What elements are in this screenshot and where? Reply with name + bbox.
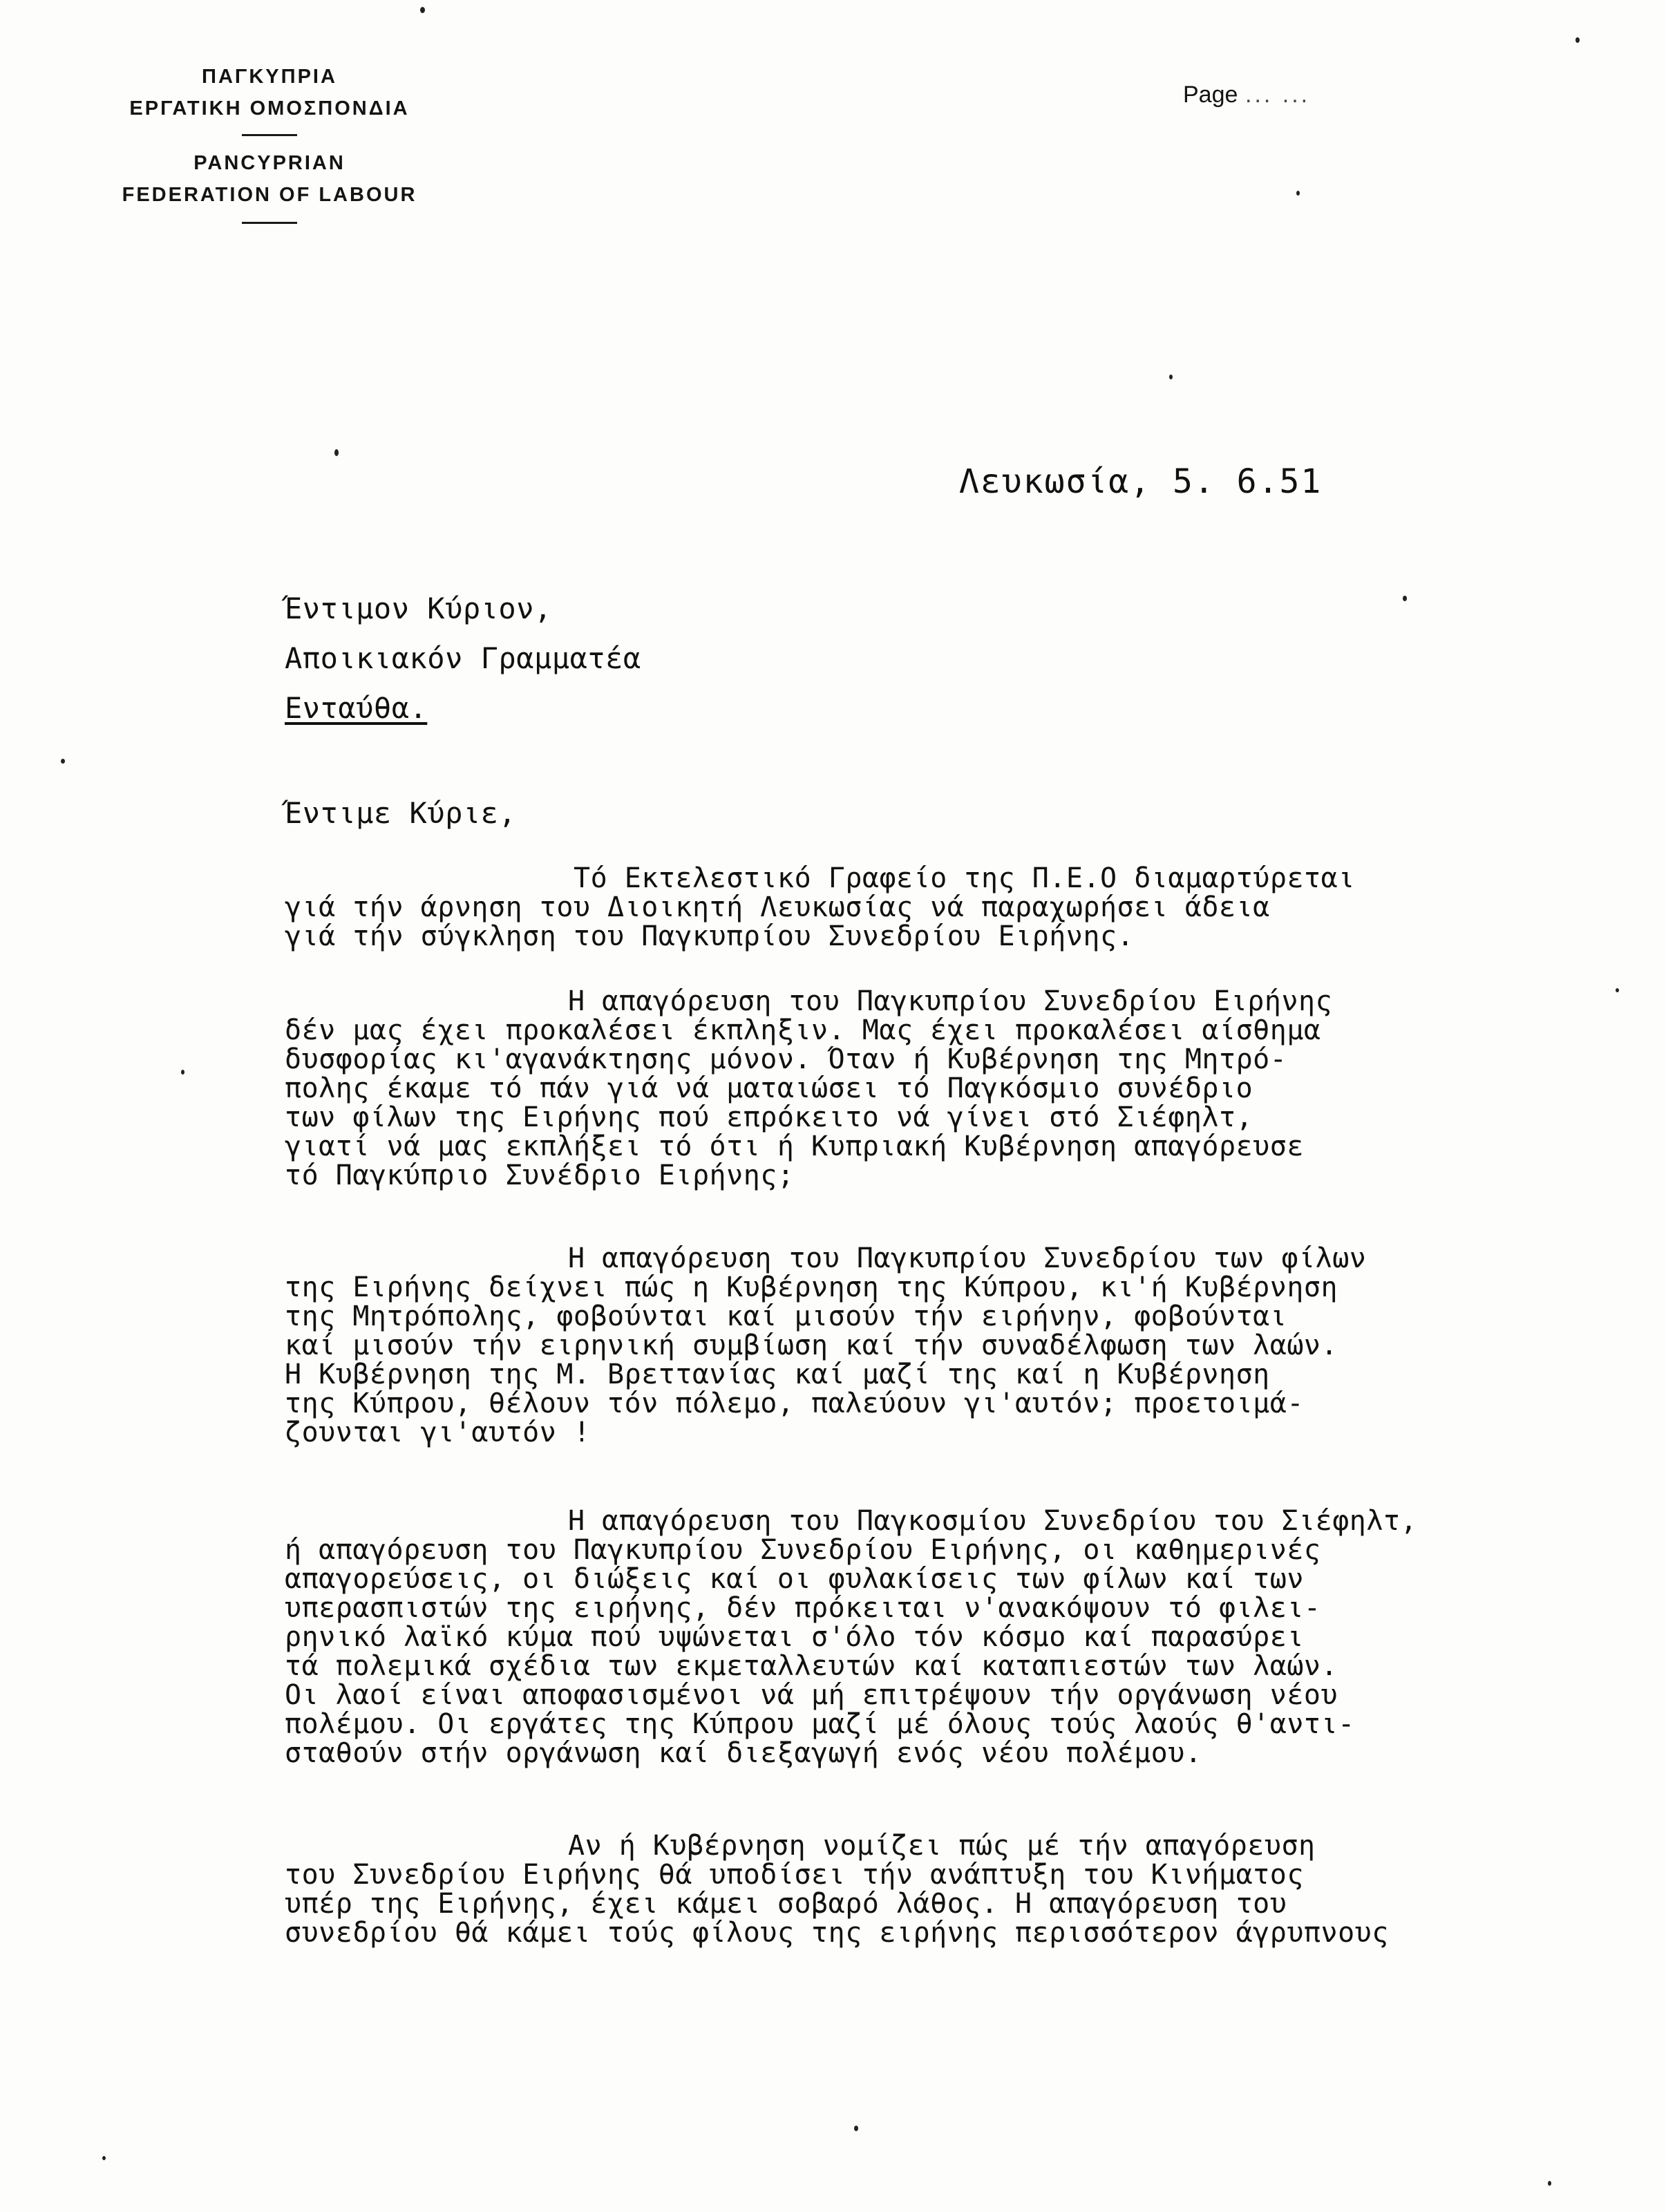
scan-speck bbox=[1169, 375, 1173, 379]
letterhead bbox=[69, 61, 470, 235]
letterhead-english-line-2: FEDERATION OF LABOUR bbox=[122, 184, 417, 206]
paragraph-line: σταθούν στήν οργάνωση καί διεξαγωγή ενός νέου πολέμου. bbox=[285, 1737, 1202, 1769]
paragraph-line: Η Κυβέρνηση της Μ. Βρεττανίας καί μαζί της καί η Κυβέρνηση bbox=[285, 1359, 1270, 1390]
paragraph-line: της Μητρόπολης, φοβούνται καί μισούν τήν ειρήνην, φοβούνται bbox=[285, 1301, 1287, 1332]
paragraph-line: Η απαγόρευση του Παγκοσμίου Συνεδρίου του Σιέφηλτ, bbox=[568, 1505, 1418, 1537]
salutation: Έντιμε Κύριε, bbox=[285, 796, 517, 830]
scan-speck bbox=[1575, 37, 1580, 43]
scan-speck bbox=[1548, 2181, 1551, 2186]
scan-speck bbox=[1296, 191, 1300, 196]
scan-speck bbox=[102, 2156, 106, 2160]
scan-speck bbox=[334, 449, 339, 456]
letterhead-greek-line-1: ΠΑΓΚΥΠΡΙΑ bbox=[202, 66, 337, 88]
paragraph-line: Αν ή Κυβέρνηση νομίζει πώς μέ τήν απαγόρευση bbox=[568, 1830, 1316, 1862]
paragraph-line: τά πολεμικά σχέδια των εκμεταλλευτών καί καταπιεστών των λαών. bbox=[285, 1650, 1338, 1682]
paragraph-line: γιά τήν άρνηση του Διοικητή Λευκωσίας νά παραχωρήσει άδεια bbox=[285, 891, 1270, 923]
paragraph-5 bbox=[285, 1831, 1598, 1947]
paragraph-line: απαγορεύσεις, οι διώξεις καί οι φυλακίσεις των φίλων καί των bbox=[285, 1563, 1304, 1595]
scan-speck bbox=[1616, 988, 1619, 992]
paragraph-line: συνεδρίου θά κάμει τούς φίλους της ειρήνης περισσότερον άγρυπνους bbox=[285, 1917, 1389, 1949]
paragraph-line: της Κύπρου, θέλουν τόν πόλεμο, παλεύουν γι'αυτόν; προετοιμά- bbox=[285, 1388, 1304, 1419]
scan-speck bbox=[420, 7, 425, 13]
paragraph-line: πολέμου. Οι εργάτες της Κύπρου μαζί μέ όλους τούς λαούς θ'αντι- bbox=[285, 1708, 1355, 1740]
paragraph-line: υπέρ της Ειρήνης, έχει κάμει σοβαρό λάθος. Η απαγόρευση του bbox=[285, 1888, 1287, 1920]
paragraph-line: του Συνεδρίου Ειρήνης θά υποδίσει τήν ανάπτυξη του Κινήματος bbox=[285, 1859, 1304, 1891]
paragraph-line: ζουνται γι'αυτόν ! bbox=[285, 1417, 591, 1448]
scan-speck bbox=[1403, 596, 1407, 601]
paragraph-line: Οι λαοί είναι αποφασισμένοι νά μή επιτρέψουν τήν οργάνωση νέου bbox=[285, 1679, 1338, 1711]
paragraph-1 bbox=[285, 864, 1598, 951]
address-line-1: Έντιμον Κύριον, bbox=[285, 592, 552, 625]
letterhead-english-line-1: PANCYPRIAN bbox=[193, 152, 345, 174]
page-number-blank: ... ... bbox=[1245, 82, 1311, 108]
page-label: Page bbox=[1183, 82, 1238, 108]
paragraph-line: υπερασπιστών της ειρήνης, δέν πρόκειται ν'ανακόψουν τό φιλει- bbox=[285, 1592, 1321, 1624]
paragraph-line: δέν μας έχει προκαλέσει έκπληξιν. Μας έχει προκαλέσει αίσθημα bbox=[285, 1014, 1321, 1046]
paragraph-line: των φίλων της Ειρήνης πού επρόκειτο νά γίνει στό Σιέφηλτ, bbox=[285, 1102, 1253, 1133]
address-line-2: Αποικιακόν Γραμματέα bbox=[285, 641, 641, 675]
paragraph-line: Η απαγόρευση του Παγκυπρίου Συνεδρίου Ειρήνης bbox=[568, 985, 1333, 1017]
scan-speck bbox=[854, 2126, 858, 2131]
paragraph-3 bbox=[285, 1244, 1598, 1447]
paragraph-2 bbox=[285, 987, 1598, 1190]
letterhead-divider bbox=[242, 134, 297, 136]
paragraph-line: γιατί νά μας εκπλήξει τό ότι ή Κυπριακή Κυβέρνηση απαγόρευσε bbox=[285, 1131, 1304, 1162]
paragraph-line: ρηνικό λαϊκό κύμα πού υψώνεται σ'όλο τόν κόσμο καί παρασύρει bbox=[285, 1621, 1304, 1653]
paragraph-line: καί μισούν τήν ειρηνική συμβίωση καί τήν συναδέλφωση των λαών. bbox=[285, 1330, 1338, 1361]
paragraph-line: Τό Εκτελεστικό Γραφείο της Π.Ε.Ο διαμαρτύρεται bbox=[574, 862, 1355, 894]
letterhead-bottom-divider bbox=[242, 222, 297, 224]
paragraph-line: πολης έκαμε τό πάν γιά νά ματαιώσει τό Παγκόσμιο συνέδριο bbox=[285, 1072, 1253, 1104]
paragraph-line: δυσφορίας κι'αγανάκτησης μόνον. Όταν ή Κυβέρνηση της Μητρό- bbox=[285, 1043, 1287, 1075]
scan-speck bbox=[181, 1070, 184, 1075]
paragraph-line: της Ειρήνης δείχνει πώς η Κυβέρνηση της Κύπρου, κι'ή Κυβέρνηση bbox=[285, 1272, 1338, 1303]
paragraph-line: τό Παγκύπριο Συνέδριο Ειρήνης; bbox=[285, 1160, 795, 1191]
paragraph-line: ή απαγόρευση του Παγκυπρίου Συνεδρίου Ειρήνης, οι καθημερινές bbox=[285, 1534, 1321, 1566]
letterhead-greek-line-2: ΕΡΓΑΤΙΚΗ ΟΜΟΣΠΟΝΔΙΑ bbox=[129, 97, 410, 120]
paragraph-line: γιά τήν σύγκληση του Παγκυπρίου Συνεδρίου Ειρήνης. bbox=[285, 920, 1135, 952]
paragraph-4 bbox=[285, 1506, 1598, 1768]
scan-speck bbox=[61, 759, 65, 764]
address-line-3: Ενταύθα. bbox=[285, 691, 428, 725]
letter-date: Λευκωσία, 5. 6.51 bbox=[959, 462, 1323, 501]
paragraph-line: Η απαγόρευση του Παγκυπρίου Συνεδρίου των φίλων bbox=[568, 1242, 1367, 1274]
